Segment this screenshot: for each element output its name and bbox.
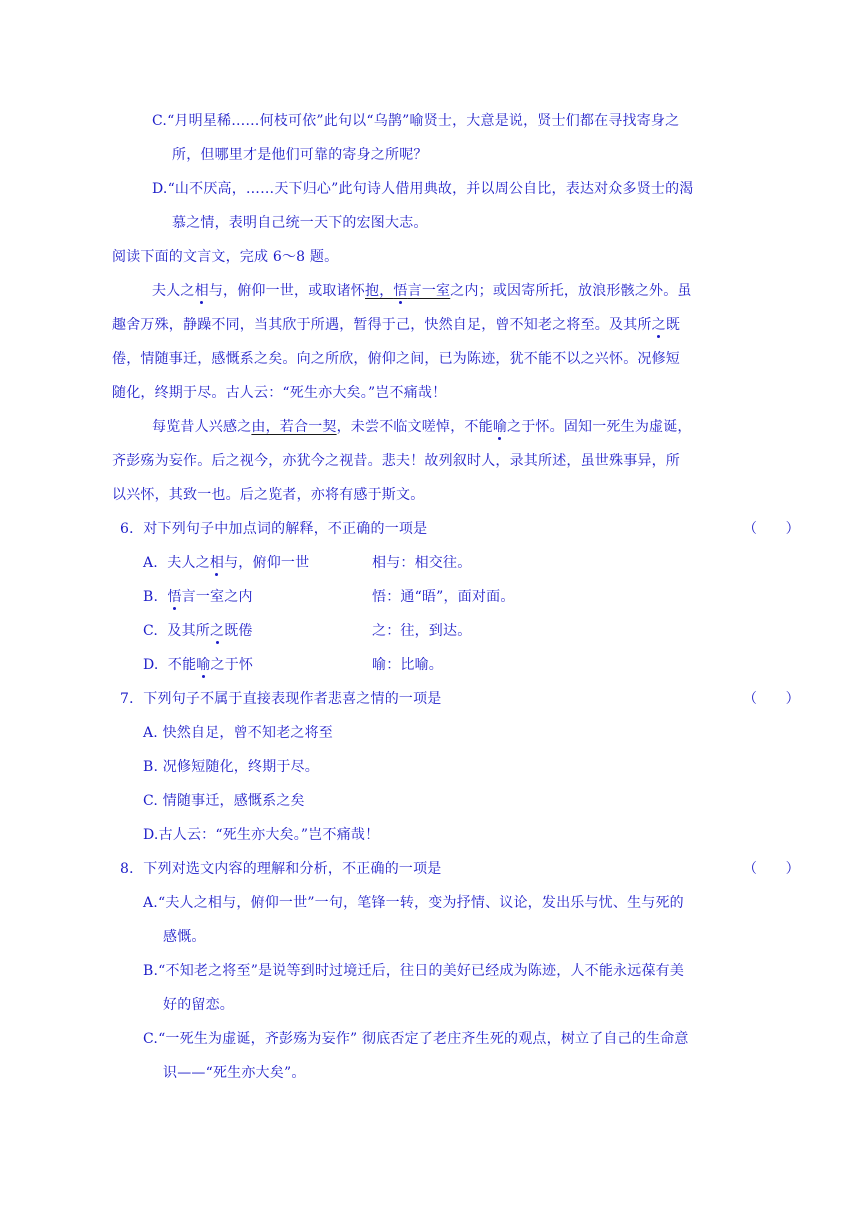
underlined-text: 由，若合一契 [251,419,337,435]
q6-option-a [143,553,763,573]
q8-stem-text: 8．下列对选文内容的理解和分析，不正确的一项是 [120,861,442,877]
dotted-char: 之 [651,317,666,333]
option-label: D. [143,657,159,673]
q8-answer-paren: （ ） [743,861,800,877]
option-text: 夫人之 [167,555,210,571]
q8-option-c-line2: 识——“死生亦大矣”。 [163,1065,306,1081]
option-text: 与，俯仰一世 [224,555,310,571]
option-text: 言一室之内 [181,589,253,605]
q7-option-a: A. 快然自足，曾不知老之将至 [143,725,334,741]
option-label: C. [143,623,159,639]
prev-option-c-line2: 所，但哪里才是他们可靠的寄身之所呢？ [172,147,428,163]
prev-option-d-line2: 慕之情，表明自己统一天下的宏图大志。 [172,215,428,231]
q6-stem-text: 6．对下列句子中加点词的解释，不正确的一项是 [120,521,428,537]
option-text: 既倦 [224,623,253,639]
dotted-char: 相 [194,283,209,299]
option-text: 不能 [167,657,197,673]
option-explanation: 悟：通“晤”，面对面。 [372,589,515,605]
passage-p2-line3: 以兴怀，其致一也。后之览者，亦将有感于斯文。 [112,487,425,503]
passage-text: 夫人之 [152,283,195,299]
dotted-char: 悟 [393,283,408,299]
q7-stem [120,689,800,709]
dotted-char: 之 [210,623,225,639]
q7-option-c: C. 情随事迁，感慨系之矣 [143,793,305,809]
option-explanation: 相与：相交往。 [372,555,472,571]
q7-option-d: D.古人云：“死生亦大矣。”岂不痛哉！ [143,827,380,843]
q8-option-c-line1: C.“一死生为虚诞，齐彭殇为妄作” 彻底否定了老庄齐生死的观点，树立了自己的生命意 [143,1031,689,1047]
dotted-char: 喻 [196,657,211,673]
passage-text: ，未尝不临文嗟悼，不能 [336,419,493,435]
reading-instruction: 阅读下面的文言文，完成 6～8 题。 [112,249,339,265]
q6-option-b [143,587,763,607]
option-explanation: 之：往，到达。 [372,623,472,639]
passage-text: 之于怀。固知一死生为虚诞， [507,419,692,435]
dotted-char: 相 [209,555,225,571]
q6-answer-paren: （ ） [743,521,800,537]
option-text: 之于怀 [210,657,254,673]
passage-p1-line1 [152,281,692,301]
passage-p1-line3: 倦，情随事迁，感慨系之矣。向之所欣，俯仰之间，已为陈迹，犹不能不以之兴怀。况修短 [112,351,680,367]
q6-option-c [143,621,763,641]
q7-option-b: B. 况修短随化，终期于尽。 [143,759,319,775]
q6-stem [120,519,800,539]
prev-option-d-line1: D.“山不厌高，……天下归心”此句诗人借用典故，并以周公自比，表达对众多贤士的渴 [152,181,694,197]
dotted-char: 悟 [167,589,182,605]
passage-p1-line4: 随化，终期于尽。古人云：“死生亦大矣。”岂不痛哉！ [112,385,447,401]
passage-text: 每览昔人兴感之 [152,419,252,435]
q8-option-b-line1: B.“不知老之将至”是说等到时过境迁后，往日的美好已经成为陈迹，人不能永远葆有美 [143,963,685,979]
q8-option-a-line2: 感慨。 [163,929,206,945]
dotted-char: 喻 [492,419,508,435]
q6-option-d [143,655,763,675]
q8-option-b-line2: 好的留恋。 [163,997,234,1013]
option-label: A. [143,555,158,571]
underlined-text: 言一室 [407,283,451,299]
passage-p2-line1 [152,417,692,437]
underlined-text: 抱， [365,283,394,299]
option-explanation: 喻：比喻。 [372,657,443,673]
q8-option-a-line1: A.“夫人之相与，俯仰一世”一句，笔锋一转，变为抒情、议论，发出乐与忧、生与死的 [143,895,684,911]
q7-stem-text: 7．下列句子不属于直接表现作者悲喜之情的一项是 [120,691,442,707]
passage-p1-line2: 趣舍万殊，静躁不同，当其欣于所遇，暂得于己，快然自足，曾不知老之将至。及其所之既 [112,317,681,333]
q8-stem [120,859,800,879]
passage-text: 与，俯仰一世，或取诸怀 [208,283,366,299]
option-label: B. [143,589,159,605]
passage-text: 之内；或因寄所托，放浪形骸之外。虽 [450,283,692,299]
prev-option-c-line1: C.“月明星稀……何枝可依”此句以“乌鹊”喻贤士，大意是说，贤士们都在寻找寄身之 [152,113,680,129]
q7-answer-paren: （ ） [743,691,800,707]
option-text: 及其所 [167,623,210,639]
passage-p2-line2: 齐彭殇为妄作。后之视今，亦犹今之视昔。悲夫！故列叙时人，录其所述，虽世殊事异，所 [112,453,680,469]
